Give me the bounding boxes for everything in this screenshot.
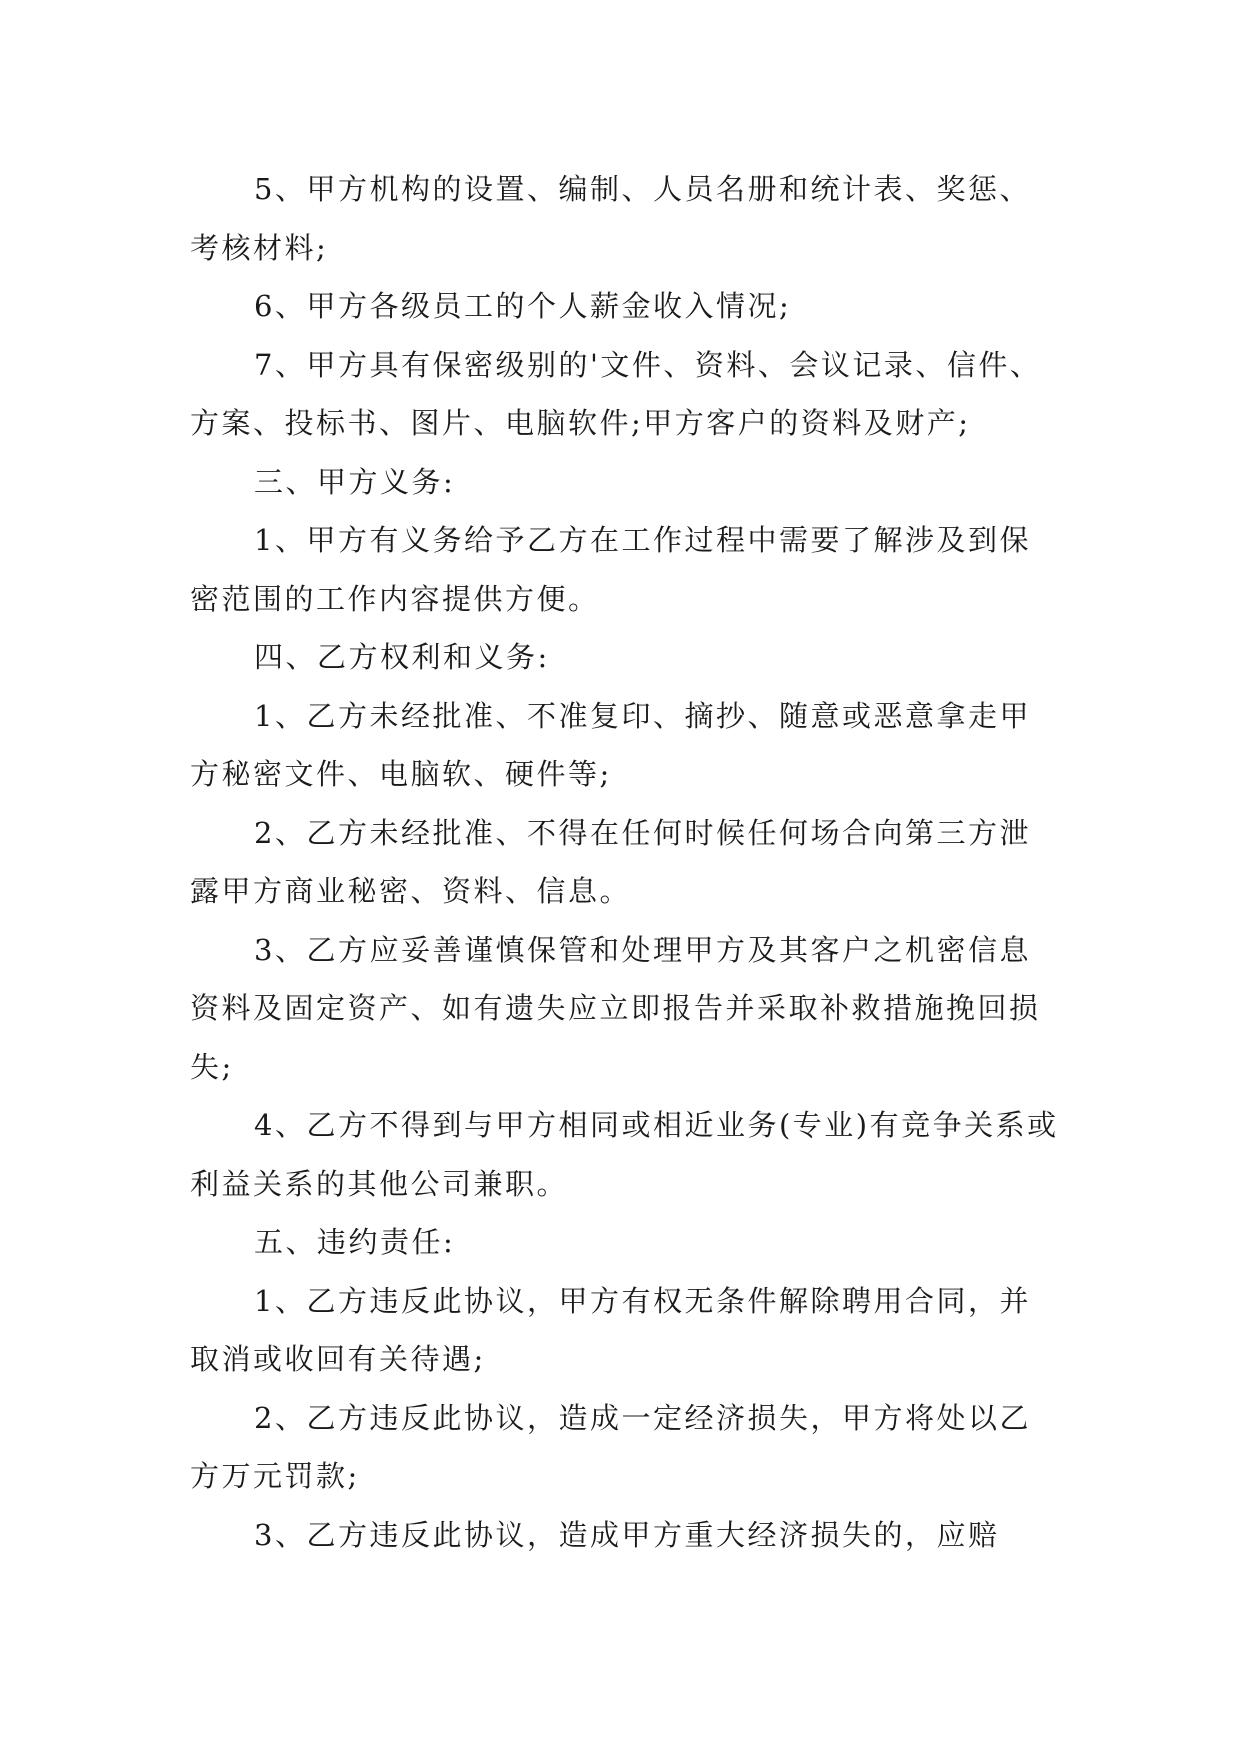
paragraph-item-7: 7、甲方具有保密级别的'文件、资料、会议记录、信件、方案、投标书、图片、电脑软件;甲方客户的资料及财产;: [190, 347, 1042, 440]
paragraph-party-a-obligation-1: 1、甲方有义务给予乙方在工作过程中需要了解涉及到保密范围的工作内容提供方便。: [190, 523, 1031, 616]
paragraph-party-b-item-1: 1、乙方未经批准、不准复印、摘抄、随意或恶意拿走甲方秘密文件、电脑软、硬件等;: [190, 698, 1031, 791]
paragraph-party-b-item-4: 4、乙方不得到与甲方相同或相近业务(专业)有竞争关系或利益关系的其他公司兼职。: [190, 1108, 1059, 1201]
paragraph-item-5: 5、甲方机构的设置、编制、人员名册和统计表、奖惩、考核材料;: [190, 172, 1031, 265]
paragraph-party-b-item-3: 3、乙方应妥善谨慎保管和处理甲方及其客户之机密信息资料及固定资产、如有遗失应立即报告并采取补救措施挽回损失;: [190, 932, 1041, 1084]
paragraph-liability-item-3: 3、乙方违反此协议，造成甲方重大经济损失的，应赔: [254, 1517, 1000, 1552]
section-heading-party-a-obligations: 三、甲方义务:: [254, 464, 456, 499]
paragraph-party-b-item-2: 2、乙方未经批准、不得在任何时候任何场合向第三方泄露甲方商业秘密、资料、信息。: [190, 815, 1031, 908]
paragraph-liability-item-2: 2、乙方违反此协议，造成一定经济损失，甲方将处以乙方万元罚款;: [190, 1400, 1031, 1493]
section-heading-party-b-rights: 四、乙方权利和义务:: [254, 640, 550, 674]
paragraph-item-6: 6、甲方各级员工的个人薪金收入情况;: [254, 289, 792, 323]
section-heading-liability: 五、违约责任:: [254, 1225, 456, 1259]
paragraph-liability-item-1: 1、乙方违反此协议，甲方有权无条件解除聘用合同，并取消或收回有关待遇;: [190, 1283, 1031, 1376]
document-body: [190, 160, 1060, 1564]
